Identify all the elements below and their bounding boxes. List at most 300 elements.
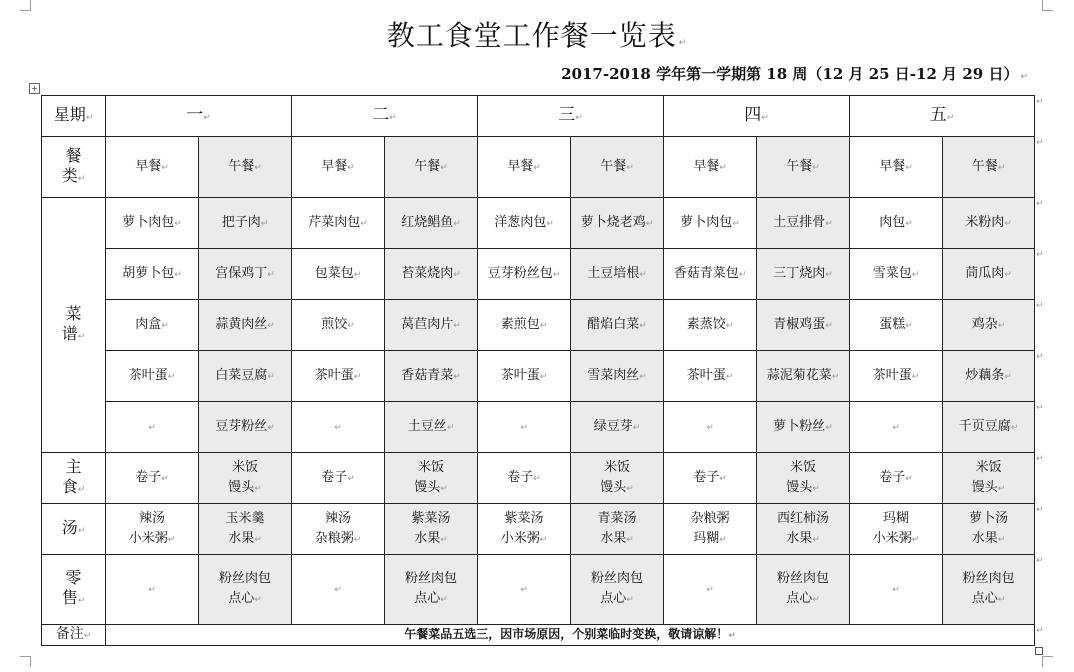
paragraph-mark: ↵ [267,320,275,331]
paragraph-mark: ↵ [728,631,736,641]
menu-item[interactable] [478,249,571,300]
breakfast-header[interactable] [106,137,199,198]
breakfast-header-text: 早餐 [879,158,906,174]
staple-item[interactable] [478,453,571,504]
staple-label-text: 主 [65,456,82,476]
paragraph-mark: ↵ [360,218,368,229]
lunch-header-text: 午餐 [414,158,441,174]
retail-item[interactable] [385,555,478,625]
menu-item-text: 醋焰白菜 [587,316,640,332]
paragraph-mark: ↵ [732,218,740,229]
menu-item[interactable] [292,249,385,300]
menu-label [42,198,106,453]
paragraph-mark: ↵ [254,534,262,545]
soup-label [42,504,106,555]
soup-item[interactable] [292,504,385,555]
soup-item[interactable] [478,504,571,555]
staple-item-text: 米饭 [604,459,631,475]
paragraph-mark: ↵ [174,269,182,280]
paragraph-mark: ↵ [632,422,641,433]
menu-item[interactable] [571,198,664,249]
menu-item[interactable] [757,249,850,300]
retail-item[interactable] [199,555,292,625]
row-end-mark: ↵ [1036,199,1044,209]
row-end-mark: ↵ [1036,352,1044,362]
row-end-mark: ↵ [1036,403,1044,413]
paragraph-mark: ↵ [639,371,647,382]
crop-mark-top-left [20,0,31,11]
menu-item[interactable] [571,402,664,453]
paragraph-mark: ↵ [738,269,747,280]
paragraph-mark: ↵ [539,320,548,331]
menu-item-text: 土豆排骨 [773,214,826,230]
soup-item-text: 玛糊 [693,530,720,546]
paragraph-mark: ↵ [825,269,833,280]
menu-item-text: 茶叶蛋 [128,367,168,383]
menu-item-text: 肉包 [879,214,906,230]
retail-item-text: 点心 [786,591,813,606]
menu-item-text: 豆芽粉丝包 [487,265,553,281]
staple-item[interactable] [943,453,1035,504]
page-title: 教工食堂工作餐一览表 ↵ [386,19,688,52]
menu-row [42,351,1035,402]
menu-item[interactable] [478,198,571,249]
menu-item-text: 素煎包 [500,316,540,332]
menu-row [42,249,1035,300]
paragraph-mark: ↵ [203,112,211,123]
paragraph-mark: ↵ [254,595,262,605]
paragraph-mark: ↵ [520,585,528,595]
paragraph-mark: ↵ [1010,422,1019,433]
soup-item[interactable] [757,504,850,555]
paragraph-mark: ↵ [831,371,840,382]
menu-item[interactable] [106,249,199,300]
menu-item-text: 蛋糕 [879,316,906,332]
menu-item[interactable] [385,249,478,300]
menu-item-text: 红烧鲳鱼 [401,214,454,230]
paragraph-mark: ↵ [1004,371,1012,382]
paragraph-mark: ↵ [552,269,561,280]
soup-item-text: 萝卜汤 [969,510,1009,526]
menu-item[interactable] [292,402,385,453]
menu-item[interactable] [106,300,199,351]
paragraph-mark: ↵ [353,269,362,280]
paragraph-mark: ↵ [334,422,342,433]
paragraph-mark: ↵ [905,473,913,484]
menu-item-text: 绿豆芽 [593,418,633,434]
menu-item-text: 胡萝卜包 [122,265,175,281]
paragraph-mark: ↵ [533,162,541,173]
meal-type-label [42,137,106,198]
day-header-5: 五↵ [850,96,1035,137]
paragraph-mark: ↵ [812,483,820,494]
menu-item[interactable] [385,300,478,351]
paragraph-mark: ↵ [174,218,182,229]
menu-item[interactable] [850,351,943,402]
menu-item[interactable] [199,402,292,453]
paragraph-mark: ↵ [997,162,1006,173]
breakfast-header[interactable] [850,137,943,198]
menu-item[interactable] [571,249,664,300]
paragraph-mark: ↵ [85,112,94,123]
menu-item[interactable] [664,249,757,300]
soup-item[interactable] [850,504,943,555]
soup-item[interactable] [199,504,292,555]
menu-item[interactable] [478,351,571,402]
menu-item[interactable] [106,402,199,453]
lunch-header[interactable] [199,137,292,198]
menu-item-text: 洋葱肉包 [494,214,547,230]
menu-row [42,402,1035,453]
lunch-header-text: 午餐 [786,158,813,174]
row-end-mark: ↵ [1036,138,1044,148]
menu-item[interactable] [385,198,478,249]
paragraph-mark: ↵ [77,173,86,184]
retail-item-text: 粉丝肉包 [962,571,1015,586]
staple-label [42,453,106,504]
breakfast-header-text: 早餐 [507,158,534,174]
paragraph-mark: ↵ [347,162,355,173]
menu-item-text: 萝卜烧老鸡 [580,214,646,230]
paragraph-mark: ↵ [1004,269,1012,280]
staple-label-text: 食 [61,476,78,496]
table-move-handle-icon[interactable]: + [29,83,40,94]
paragraph-mark: ↵ [347,320,355,331]
soup-item[interactable] [385,504,478,555]
menu-item[interactable] [478,300,571,351]
staple-item-text: 米饭 [418,459,445,475]
staple-item-text: 馒头 [600,479,627,495]
paragraph-mark: ↵ [77,331,86,342]
meal-type-label-text: 餐 [65,145,82,165]
paragraph-mark: ↵ [719,473,727,484]
lunch-header[interactable] [571,137,664,198]
soup-item-text: 辣汤 [138,510,165,526]
staple-item-text: 卷子 [507,469,534,485]
menu-item-text: 素蒸饺 [686,316,726,332]
menu-item[interactable] [199,351,292,402]
paragraph-mark: ↵ [719,534,727,545]
paragraph-mark: ↵ [645,218,654,229]
paragraph-mark: ↵ [254,162,262,173]
lunch-header-text: 午餐 [971,158,998,174]
menu-item[interactable] [664,198,757,249]
breakfast-header-text: 早餐 [321,158,348,174]
menu-item[interactable] [757,402,850,453]
soup-item[interactable] [664,504,757,555]
soup-item-text: 小米粥 [872,530,912,546]
paragraph-mark: ↵ [892,585,900,595]
meal-type-label-text: 类 [61,165,78,185]
menu-item-text: 茶叶蛋 [872,367,912,383]
menu-item-text: 雪菜肉丝 [587,367,640,383]
paragraph-mark: ↵ [334,585,342,595]
paragraph-mark: ↵ [812,595,820,605]
menu-item-text: 茶叶蛋 [500,367,540,383]
lunch-header[interactable] [757,137,850,198]
retail-item-text: 点心 [228,591,255,606]
paragraph-mark: ↵ [997,595,1006,605]
soup-item-text: 紫菜汤 [411,510,451,526]
menu-item-text: 炒藕条 [965,367,1005,383]
paragraph-mark: ↵ [167,371,176,382]
soup-item-text: 水果 [971,530,998,546]
paragraph-mark: ↵ [148,422,156,433]
staple-item-text: 卷子 [321,469,348,485]
menu-item[interactable] [757,300,850,351]
menu-row [42,300,1035,351]
paragraph-mark: ↵ [812,534,820,545]
menu-item-text: 莴苣肉片 [401,316,454,332]
retail-label [42,555,106,625]
breakfast-header-text: 早餐 [693,158,720,174]
breakfast-header-text: 早餐 [135,158,162,174]
paragraph-mark: ↵ [389,112,397,123]
paragraph-mark: ↵ [911,534,920,545]
paragraph-mark: ↵ [453,371,461,382]
menu-item[interactable] [664,351,757,402]
soup-item-text: 水果 [228,530,255,546]
menu-item[interactable] [943,351,1035,402]
menu-item[interactable] [757,351,850,402]
staple-item-text: 卷子 [693,469,720,485]
paragraph-mark: ↵ [148,585,156,595]
paragraph-mark: ↵ [161,320,169,331]
soup-item-text: 辣汤 [325,510,352,526]
staple-item[interactable] [850,453,943,504]
staple-item-text: 馒头 [228,479,255,495]
crop-mark-bottom-left [20,656,31,667]
menu-table [41,95,1035,646]
menu-item-text: 土豆丝 [407,418,447,434]
paragraph-mark: ↵ [533,473,541,484]
menu-item[interactable] [106,198,199,249]
soup-item-text: 小米粥 [128,530,168,546]
paragraph-mark: ↵ [520,422,528,433]
paragraph-mark: ↵ [77,484,86,495]
retail-item[interactable] [292,555,385,625]
weekday-label-text: 星期 [53,104,86,124]
remark-label: 备注↵ [42,625,106,646]
menu-item[interactable] [385,351,478,402]
menu-item[interactable] [664,300,757,351]
menu-item[interactable] [571,300,664,351]
paragraph-mark: ↵ [161,473,169,484]
day-header-1: 一↵ [106,96,292,137]
paragraph-mark: ↵ [77,596,86,606]
paragraph-mark: ↵ [260,218,269,229]
menu-item-text: 三丁烧肉 [773,265,826,281]
staple-item-text: 米饭 [975,459,1002,475]
day-header-4: 四↵ [664,96,850,137]
paragraph-mark: ↵ [626,162,634,173]
menu-item[interactable] [199,198,292,249]
soup-item-text: 紫菜汤 [504,510,544,526]
paragraph-mark: ↵ [825,422,833,433]
weekday-label [42,96,106,137]
menu-item[interactable] [850,300,943,351]
menu-item[interactable] [106,351,199,402]
weekday-row [42,96,1035,137]
paragraph-mark: ↵ [353,534,362,545]
menu-item[interactable] [943,300,1035,351]
row-end-mark: ↵ [1036,505,1044,515]
breakfast-header[interactable] [292,137,385,198]
retail-item-text: 点心 [414,591,441,606]
menu-item-text: 萝卜肉包 [680,214,733,230]
soup-item-text: 小米粥 [500,530,540,546]
staple-item[interactable] [757,453,850,504]
paragraph-mark: ↵ [761,112,769,123]
menu-item[interactable] [292,198,385,249]
menu-item[interactable] [757,198,850,249]
staple-item[interactable] [106,453,199,504]
menu-item-text: 萝卜肉包 [122,214,175,230]
retail-item[interactable] [478,555,571,625]
paragraph-mark: ↵ [267,371,275,382]
soup-item-text: 西红柿汤 [777,510,830,526]
row-end-mark: ↵ [1036,301,1044,311]
paragraph-mark: ↵ [812,162,820,173]
paragraph-mark: ↵ [725,320,734,331]
paragraph-mark: ↵ [1004,218,1012,229]
paragraph-mark: ↵ [892,422,900,433]
lunch-header[interactable] [943,137,1035,198]
staple-item-text: 馒头 [786,479,813,495]
row-end-mark: ↵ [1036,454,1044,464]
paragraph-mark: ↵ [905,320,913,331]
paragraph-mark: ↵ [575,112,583,123]
menu-item[interactable] [850,249,943,300]
menu-item-text: 鸡杂 [971,316,998,332]
paragraph-mark: ↵ [905,218,913,229]
soup-item-text: 玉米羹 [225,510,265,526]
paragraph-mark: ↵ [440,595,448,605]
paragraph-mark: ↵ [83,631,92,641]
menu-item[interactable] [199,300,292,351]
paragraph-mark: ↵ [626,483,634,494]
paragraph-mark: ↵ [911,371,920,382]
menu-item-text: 苔菜烧肉 [401,265,454,281]
menu-item-text: 香菇青菜包 [673,265,739,281]
soup-item[interactable] [106,504,199,555]
soup-row [42,504,1035,555]
menu-label-text: 菜 [65,303,82,323]
menu-item-text: 蒜泥菊花菜 [766,367,832,383]
paragraph-mark: ↵ [825,218,833,229]
menu-item[interactable] [943,198,1035,249]
soup-item-text: 水果 [786,530,813,546]
menu-item[interactable] [943,402,1035,453]
staple-row [42,453,1035,504]
retail-item[interactable] [106,555,199,625]
paragraph-mark: ↵ [706,422,714,433]
retail-item-text: 点心 [600,591,627,606]
paragraph-mark: ↵ [77,525,86,536]
menu-item[interactable] [385,402,478,453]
menu-item[interactable] [943,249,1035,300]
menu-item[interactable] [199,249,292,300]
crop-mark-bottom-right [1042,656,1053,667]
soup-item-text: 青菜汤 [597,510,637,526]
table-resize-handle-icon[interactable] [1035,647,1043,655]
retail-row [42,555,1035,625]
soup-item-text: 杂粮粥 [314,530,354,546]
paragraph-mark: ↵ [440,483,448,494]
lunch-header[interactable] [385,137,478,198]
paragraph-mark: ↵ [267,269,275,280]
retail-label-text: 售 [61,588,78,607]
paragraph-mark: ↵ [626,595,634,605]
staple-item[interactable] [199,453,292,504]
retail-item[interactable] [571,555,664,625]
menu-item[interactable] [292,300,385,351]
remark-row [42,625,1035,646]
retail-item[interactable] [943,555,1035,625]
staple-item[interactable] [385,453,478,504]
paragraph-mark: ↵ [626,534,634,545]
staple-item[interactable] [664,453,757,504]
paragraph-mark: ↵ [639,320,647,331]
staple-item-text: 卷子 [135,469,162,485]
retail-item-text: 点心 [971,591,998,606]
staple-item-text: 馒头 [971,479,998,495]
paragraph-mark: ↵ [997,320,1006,331]
menu-item-text: 萝卜粉丝 [773,418,826,434]
soup-item[interactable] [571,504,664,555]
menu-item-text: 宫保鸡丁 [215,265,268,281]
menu-item-text: 茶叶蛋 [686,367,726,383]
week-subtitle: 2017-2018 学年第一学期第 18 周（12 月 25 日-12 月 29 日） ↵ [561,65,1028,83]
paragraph-mark: ↵ [719,162,727,173]
staple-item[interactable] [571,453,664,504]
menu-item[interactable] [478,402,571,453]
staple-item[interactable] [292,453,385,504]
menu-item-text: 茶叶蛋 [314,367,354,383]
breakfast-header[interactable] [664,137,757,198]
paragraph-mark: ↵ [539,371,548,382]
menu-item[interactable] [664,402,757,453]
paragraph-mark: ↵ [440,534,448,545]
row-end-mark: ↵ [1036,97,1044,107]
retail-item[interactable] [850,555,943,625]
paragraph-mark: ↵ [453,218,461,229]
row-end-mark: ↵ [1036,556,1044,566]
menu-item[interactable] [571,351,664,402]
row-end-mark: ↵ [1036,626,1044,636]
retail-item-text: 粉丝肉包 [219,571,272,586]
day-header-2: 二↵ [292,96,478,137]
paragraph-mark: ↵ [825,320,833,331]
paragraph-mark: ↵ [167,534,176,545]
remark-text[interactable]: 午餐菜品五选三，因市场原因，个别菜临时变换，敬请谅解！↵ [106,625,1035,646]
retail-label-text: 零 [65,568,82,587]
menu-item[interactable] [850,402,943,453]
paragraph-mark: ↵ [997,534,1006,545]
retail-item[interactable] [664,555,757,625]
staple-item-text: 卷子 [879,469,906,485]
soup-item-text: 水果 [414,530,441,546]
menu-item[interactable] [850,198,943,249]
soup-item[interactable] [943,504,1035,555]
retail-item-text: 粉丝肉包 [405,571,458,586]
retail-item-text: 粉丝肉包 [777,571,830,586]
menu-item-text: 土豆培根 [587,265,640,281]
menu-item[interactable] [292,351,385,402]
retail-item[interactable] [757,555,850,625]
breakfast-header[interactable] [478,137,571,198]
day-header-3: 三↵ [478,96,664,137]
